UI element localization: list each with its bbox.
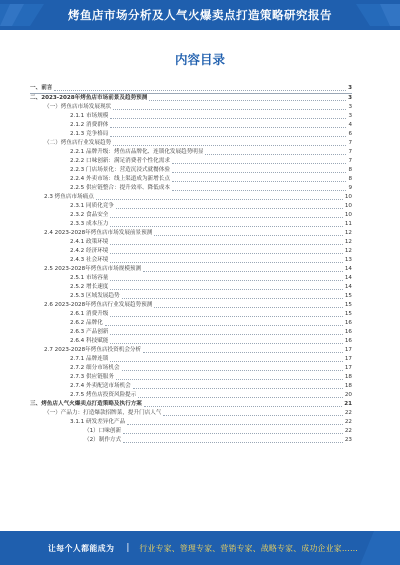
toc-entry-label: 2.6.2 品牌化: [70, 320, 103, 326]
toc-page-number: 15: [344, 311, 352, 317]
toc-leader-dots: [110, 280, 342, 281]
toc-leader-dots: [205, 154, 346, 155]
toc-page-number: 14: [344, 284, 352, 290]
toc-page-number: 15: [344, 293, 352, 299]
toc-entry[interactable]: [30, 436, 352, 445]
toc-entry[interactable]: [30, 301, 352, 310]
header-decoration-left: [0, 4, 70, 26]
toc-entry[interactable]: [30, 211, 352, 220]
toc-page-number: 8: [348, 167, 352, 173]
toc-page-number: 12: [344, 239, 352, 245]
toc-entry[interactable]: [30, 274, 352, 283]
toc-leader-dots: [54, 90, 346, 91]
toc-leader-dots: [110, 343, 342, 344]
toc-leader-dots: [110, 136, 346, 137]
toc-entry[interactable]: [30, 337, 352, 346]
toc-entry-label: 2.5.1 市场容量: [70, 275, 109, 281]
footer-band: [0, 531, 400, 565]
toc-entry-label: （一）产品力：打造爆款招牌菜，提升门店人气: [44, 410, 162, 416]
toc-leader-dots: [154, 235, 343, 236]
toc-entry[interactable]: [30, 148, 352, 157]
toc-entry[interactable]: [30, 292, 352, 301]
toc-page-number: 11: [344, 221, 352, 227]
toc-entry-label: 2.3 烤鱼店市场痛点: [44, 194, 94, 200]
toc-page-number: 18: [344, 374, 352, 380]
toc-entry-label: 2.6.4 科技赋能: [70, 338, 109, 344]
footer-lead-text: 让每个人都能成为: [48, 543, 115, 553]
toc-leader-dots: [149, 100, 346, 101]
header-band: [0, 0, 400, 30]
toc-entry[interactable]: [30, 400, 352, 409]
toc-entry-label: 2.6.1 消费升级: [70, 311, 109, 317]
toc-page-number: 10: [344, 194, 352, 200]
toc-entry-label: 三、烤鱼店人气火爆卖点打造策略及执行方案: [30, 401, 142, 407]
toc-leader-dots: [113, 109, 346, 110]
toc-page-number: 22: [344, 410, 352, 416]
toc-entry-label: 2.1.2 消费群体: [70, 122, 109, 128]
toc-page-number: 10: [344, 212, 352, 218]
toc-entry-label: 2.3.1 同质化竞争: [70, 203, 114, 209]
toc-entry[interactable]: [30, 319, 352, 328]
toc-page-number: 18: [344, 383, 352, 389]
toc-entry[interactable]: [30, 409, 352, 418]
toc-page-number: 7: [348, 149, 352, 155]
toc-entry[interactable]: [30, 157, 352, 166]
toc-leader-dots: [163, 415, 342, 416]
toc-entry[interactable]: [30, 139, 352, 148]
toc-page-number: 3: [348, 85, 352, 91]
toc-leader-dots: [110, 289, 342, 290]
report-title: 烤鱼店市场分析及人气火爆卖点打造策略研究报告: [68, 8, 332, 22]
toc-leader-dots: [116, 208, 343, 209]
toc-leader-dots: [133, 388, 343, 389]
toc-page-number: 16: [344, 320, 352, 326]
toc-leader-dots: [144, 406, 342, 407]
toc-leader-dots: [110, 253, 342, 254]
toc-page-number: 17: [344, 365, 352, 371]
toc-leader-dots: [127, 424, 343, 425]
toc-page-number: 12: [344, 230, 352, 236]
toc-leader-dots: [172, 181, 347, 182]
toc-leader-dots: [110, 118, 346, 119]
footer-roles-text: 行业专家、管理专家、营销专家、战略专家、成功企业家……: [139, 543, 359, 553]
toc-entry[interactable]: [30, 328, 352, 337]
toc-entry[interactable]: [30, 112, 352, 121]
toc-entry-label: 2.2.5 供应链整合：提升效率、降低成本: [70, 185, 170, 191]
toc-entry-label: 2.7.4 外卖配送市场机会: [70, 383, 131, 389]
toc-entry-label: 2.7.1 品牌连锁: [70, 356, 109, 362]
toc-entry-label: 2.4.2 经济环境: [70, 248, 109, 254]
toc-entry[interactable]: [30, 355, 352, 364]
toc-page-number: 7: [348, 158, 352, 164]
toc-entry-label: （2）制作方式: [84, 437, 122, 443]
toc-page-number: 20: [344, 392, 352, 398]
toc-page-number: 17: [344, 347, 352, 353]
toc-page-number: 16: [344, 329, 352, 335]
toc-entry-label: 2.6.3 产品创新: [70, 329, 109, 335]
toc-leader-dots: [172, 163, 347, 164]
toc-page-number: 12: [344, 248, 352, 254]
toc-leader-dots: [143, 271, 343, 272]
toc-leader-dots: [105, 325, 343, 326]
toc-entry-label: 2.2.3 门店场景化：营造沉浸式就餐体验: [70, 167, 170, 173]
toc-entry-label: 一、前言: [30, 85, 53, 91]
toc-entry-label: （二）烤鱼店行业发展趋势: [44, 140, 112, 146]
toc-entry[interactable]: [30, 166, 352, 175]
toc-entry-label: （1）口味创新: [84, 428, 122, 434]
toc-entry[interactable]: [30, 346, 352, 355]
toc-entry[interactable]: [30, 229, 352, 238]
toc-entry[interactable]: [30, 283, 352, 292]
toc-entry-label: 2.2.4 外卖市场：线上渠道成为新增长点: [70, 176, 170, 182]
footer-decoration: [360, 531, 400, 565]
toc-leader-dots: [113, 145, 346, 146]
toc-entry[interactable]: [30, 310, 352, 319]
toc-entry[interactable]: [30, 256, 352, 265]
toc-page-number: 14: [344, 266, 352, 272]
toc-entry-label: 2.2.2 口味创新：满足消费者个性化需求: [70, 158, 170, 164]
toc-entry-label: 2.6 2023-2028年烤鱼店行业发展趋势预测: [44, 302, 153, 308]
toc-page-number: 21: [344, 401, 352, 407]
toc-page-number: 14: [344, 275, 352, 281]
toc-page-number: 22: [344, 428, 352, 434]
toc-leader-dots: [110, 127, 346, 128]
toc-entry[interactable]: [30, 84, 352, 93]
toc-entry-label: 2.4.3 社会环境: [70, 257, 109, 263]
toc-entry[interactable]: [30, 382, 352, 391]
toc-entry-label: 3.1.1 研发差异化产品: [70, 419, 126, 425]
toc-leader-dots: [116, 379, 343, 380]
toc-entry[interactable]: [30, 93, 352, 103]
toc-entry[interactable]: [30, 247, 352, 256]
toc-leader-dots: [123, 442, 343, 443]
toc-leader-dots: [110, 334, 342, 335]
toc-entry[interactable]: [30, 364, 352, 373]
toc-page-number: 3: [348, 95, 352, 101]
toc-leader-dots: [110, 361, 342, 362]
table-of-contents: [30, 84, 352, 445]
toc-entry-label: 2.4.1 政策环境: [70, 239, 109, 245]
toc-entry-label: 二、2023-2028年烤鱼店市场前景及趋势预测: [30, 95, 148, 101]
toc-leader-dots: [143, 352, 343, 353]
footer-separator: |: [126, 543, 130, 553]
toc-entry[interactable]: [30, 373, 352, 382]
toc-entry[interactable]: [30, 193, 352, 202]
toc-page-number: 6: [348, 131, 352, 137]
toc-page-number: 13: [344, 257, 352, 263]
toc-entry-label: 2.7 2023-2028年烤鱼店投资机会分析: [44, 347, 142, 353]
toc-entry[interactable]: [30, 184, 352, 193]
toc-entry-label: （一）烤鱼店市场发展现状: [44, 104, 112, 110]
toc-page-number: 3: [348, 113, 352, 119]
toc-entry[interactable]: [30, 121, 352, 130]
toc-page-number: 9: [348, 185, 352, 191]
toc-entry[interactable]: [30, 238, 352, 247]
toc-leader-dots: [172, 190, 347, 191]
toc-entry-label: 2.5 2023-2028年烤鱼店市场规模预测: [44, 266, 142, 272]
toc-leader-dots: [138, 397, 343, 398]
toc-entry-label: 2.7.5 烤鱼店投资风险提示: [70, 392, 137, 398]
toc-page-number: 4: [348, 122, 352, 128]
toc-entry-label: 2.7.2 细分市场机会: [70, 365, 120, 371]
toc-page-number: 22: [344, 419, 352, 425]
toc-leader-dots: [110, 217, 342, 218]
toc-page-number: 7: [348, 140, 352, 146]
toc-entry[interactable]: [30, 418, 352, 427]
toc-leader-dots: [110, 262, 342, 263]
toc-entry-label: 2.3.2 食品安全: [70, 212, 109, 218]
toc-leader-dots: [122, 370, 343, 371]
toc-entry[interactable]: [30, 175, 352, 184]
toc-entry-label: 2.4 2023-2028年烤鱼店市场发展前景预测: [44, 230, 153, 236]
toc-entry-label: 2.1.3 竞争格局: [70, 131, 109, 137]
toc-page-number: 8: [348, 176, 352, 182]
toc-page-number: 23: [344, 437, 352, 443]
toc-entry[interactable]: [30, 130, 352, 139]
toc-entry-label: 2.2.1 品牌升级：烤鱼店品牌化、连锁化发展趋势明显: [70, 149, 204, 155]
header-decoration-right: [330, 4, 400, 26]
toc-entry-label: 2.7.3 供应链服务: [70, 374, 114, 380]
toc-leader-dots: [110, 244, 342, 245]
toc-page-number: 17: [344, 356, 352, 362]
toc-entry[interactable]: [30, 391, 352, 400]
toc-page-number: 10: [344, 203, 352, 209]
toc-leader-dots: [122, 298, 343, 299]
toc-entry[interactable]: [30, 427, 352, 436]
toc-entry-label: 2.1.1 市场规模: [70, 113, 109, 119]
toc-entry[interactable]: [30, 202, 352, 211]
toc-leader-dots: [96, 199, 343, 200]
toc-entry[interactable]: [30, 103, 352, 112]
toc-entry-label: 2.5.3 区域发展趋势: [70, 293, 120, 299]
toc-title: 内容目录: [174, 52, 225, 67]
toc-page-number: 3: [348, 104, 352, 110]
toc-entry[interactable]: [30, 220, 352, 229]
toc-page-number: 16: [344, 338, 352, 344]
toc-entry[interactable]: [30, 265, 352, 274]
toc-page-number: 15: [344, 302, 352, 308]
toc-leader-dots: [154, 307, 343, 308]
toc-leader-dots: [172, 172, 347, 173]
toc-leader-dots: [110, 226, 342, 227]
toc-leader-dots: [123, 433, 343, 434]
toc-leader-dots: [110, 316, 342, 317]
toc-entry-label: 2.3.3 成本压力: [70, 221, 109, 227]
toc-entry-label: 2.5.2 增长速度: [70, 284, 109, 290]
